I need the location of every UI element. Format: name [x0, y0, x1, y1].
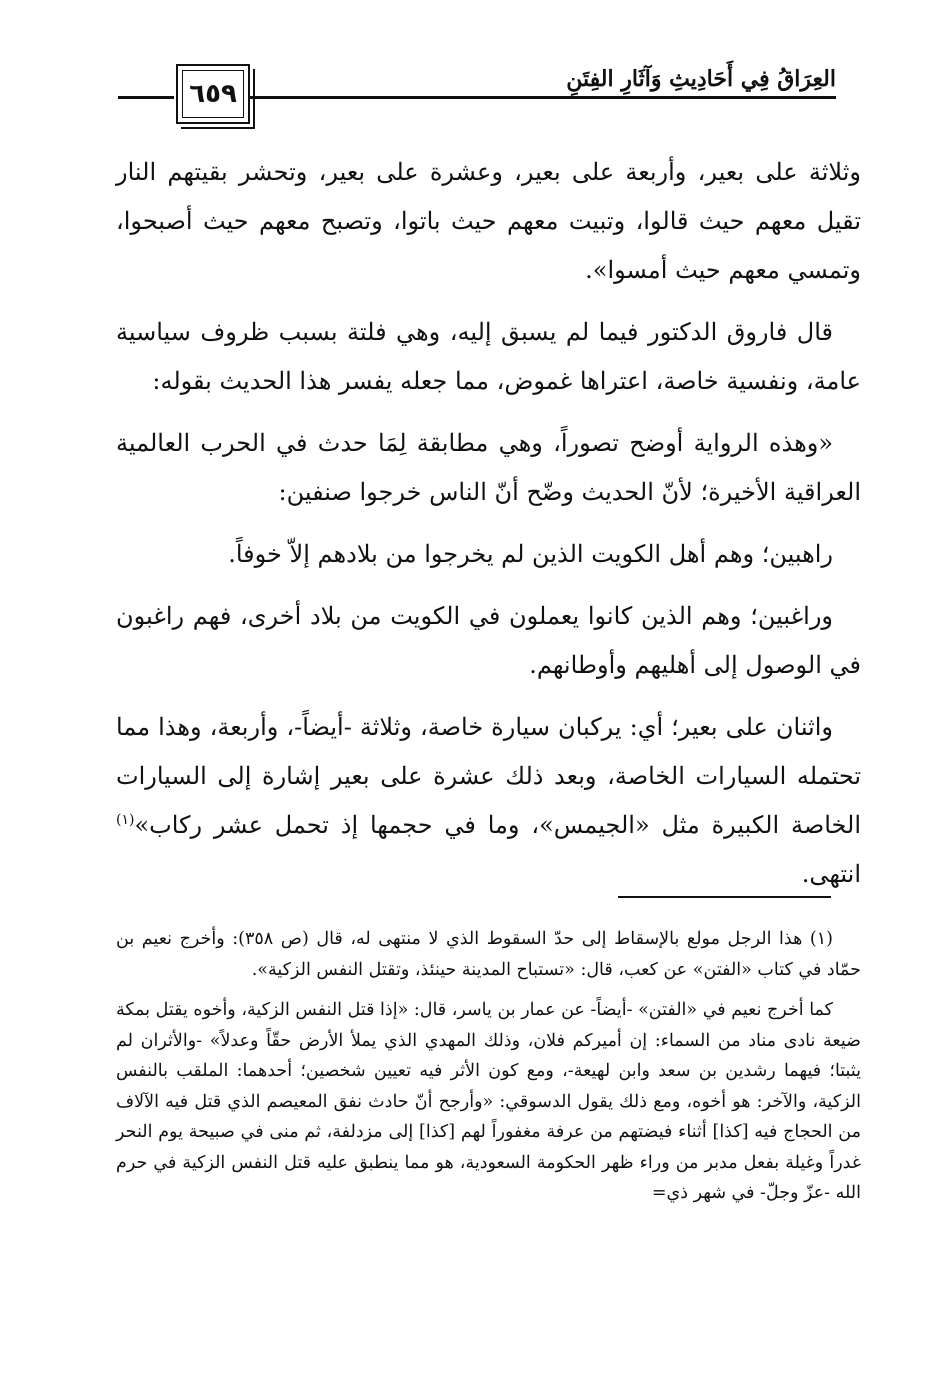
- footnote-reference: (١): [116, 812, 135, 828]
- page-number: ٦٥٩: [189, 79, 237, 109]
- paragraph-last: [116, 703, 861, 899]
- paragraph: «وهذه الرواية أوضح تصوراً، وهي مطابقة لِمَا حدث في الحرب العالمية العراقية الأخيرة؛ لأنّ الحديث وضّح أنّ الناس خرجوا صنفين:: [116, 429, 861, 506]
- footnote: (١) هذا الرجل مولع بالإسقاط إلى حدّ السقوط الذي لا منتهى له، قال (ص ٣٥٨): وأخرج نعيم بن حمّاد في كتاب «الفتن» عن كعب، قال: «تستباح المدينة حينئذ، وتقتل النفس الزكية».: [116, 929, 861, 980]
- header-rule-left: [118, 96, 174, 99]
- running-title: العِرَاقُ فِي أَحَادِيثِ وَآثَارِ الفِتَنِ: [558, 66, 836, 92]
- paragraph-tail: انتهى.: [801, 860, 861, 888]
- paragraph: راهبين؛ وهم أهل الكويت الذين لم يخرجوا من بلادهم إلاّ خوفاً.: [228, 540, 833, 568]
- header-rule-right: [250, 96, 836, 99]
- footnotes: [116, 924, 861, 1219]
- paragraph: وراغبين؛ وهم الذين كانوا يعملون في الكويت من بلاد أخرى، فهم راغبون في الوصول إلى أهليهم وأوطانهم.: [116, 602, 861, 679]
- footnote-separator: [618, 896, 831, 898]
- paragraph: وثلاثة على بعير، وأربعة على بعير، وعشرة على بعير، وتحشر بقيتهم النار تقيل معهم حيث قالوا، وتبيت معهم حيث باتوا، وتصبح معهم حيث أصبحوا، وتمسي معهم حيث أمسوا».: [116, 158, 861, 284]
- page-header: [118, 64, 836, 134]
- paragraph: قال فاروق الدكتور فيما لم يسبق إليه، وهي فلتة بسبب ظروف سياسية عامة، ونفسية خاصة، اعتراها غموض، مما جعله يفسر هذا الحديث بقوله:: [116, 318, 861, 395]
- page-number-box: [176, 64, 250, 124]
- footnote-continuation: كما أخرج نعيم في «الفتن» -أيضاً- عن عمار بن ياسر، قال: «إذا قتل النفس الزكية، وأخوه يقتل بمكة ضيعة نادى مناد من السماء: إن أميركم فلان، وذلك المهدي الذي يملأ الأرض حقّاً وعدلاً» -والأثران لم يثبتا؛ فيهما رشدين بن سعد وابن لهيعة-، ومع كون الأثر فيه تعيين شخصين؛ أحدهما: الملقب بالنفس الزكية، والآخر: هو أخوه، ومع ذلك يقول الدسوقي: «وأرجح أنّ حادث نفق المعيصم الذي قتل فيه الآلاف من الحجاج فيه [كذا] أثناء فيضتهم من عرفة مغفوراً لهم [كذا] إلى مزدلفة، ثم منى في صبيحة يوم النحر غدراً وغيلة بفعل مدبر من وراء ظهر الحكومة السعودية، هو مما ينطبق عليه قتل النفس الزكية في حرم الله -عزّ وجلّ- في شهر ذي=: [116, 1000, 861, 1203]
- main-text: [116, 148, 861, 912]
- paragraph-text: واثنان على بعير؛ أي: يركبان سيارة خاصة، وثلاثة -أيضاً-، وأربعة، وهذا مما تحتمله السيارات الخاصة، وبعد ذلك عشرة على بعير إشارة إلى السيارات الخاصة الكبيرة مثل «الجيمس»، وما في حجمها إذ تحمل عشر ركاب»: [116, 713, 861, 839]
